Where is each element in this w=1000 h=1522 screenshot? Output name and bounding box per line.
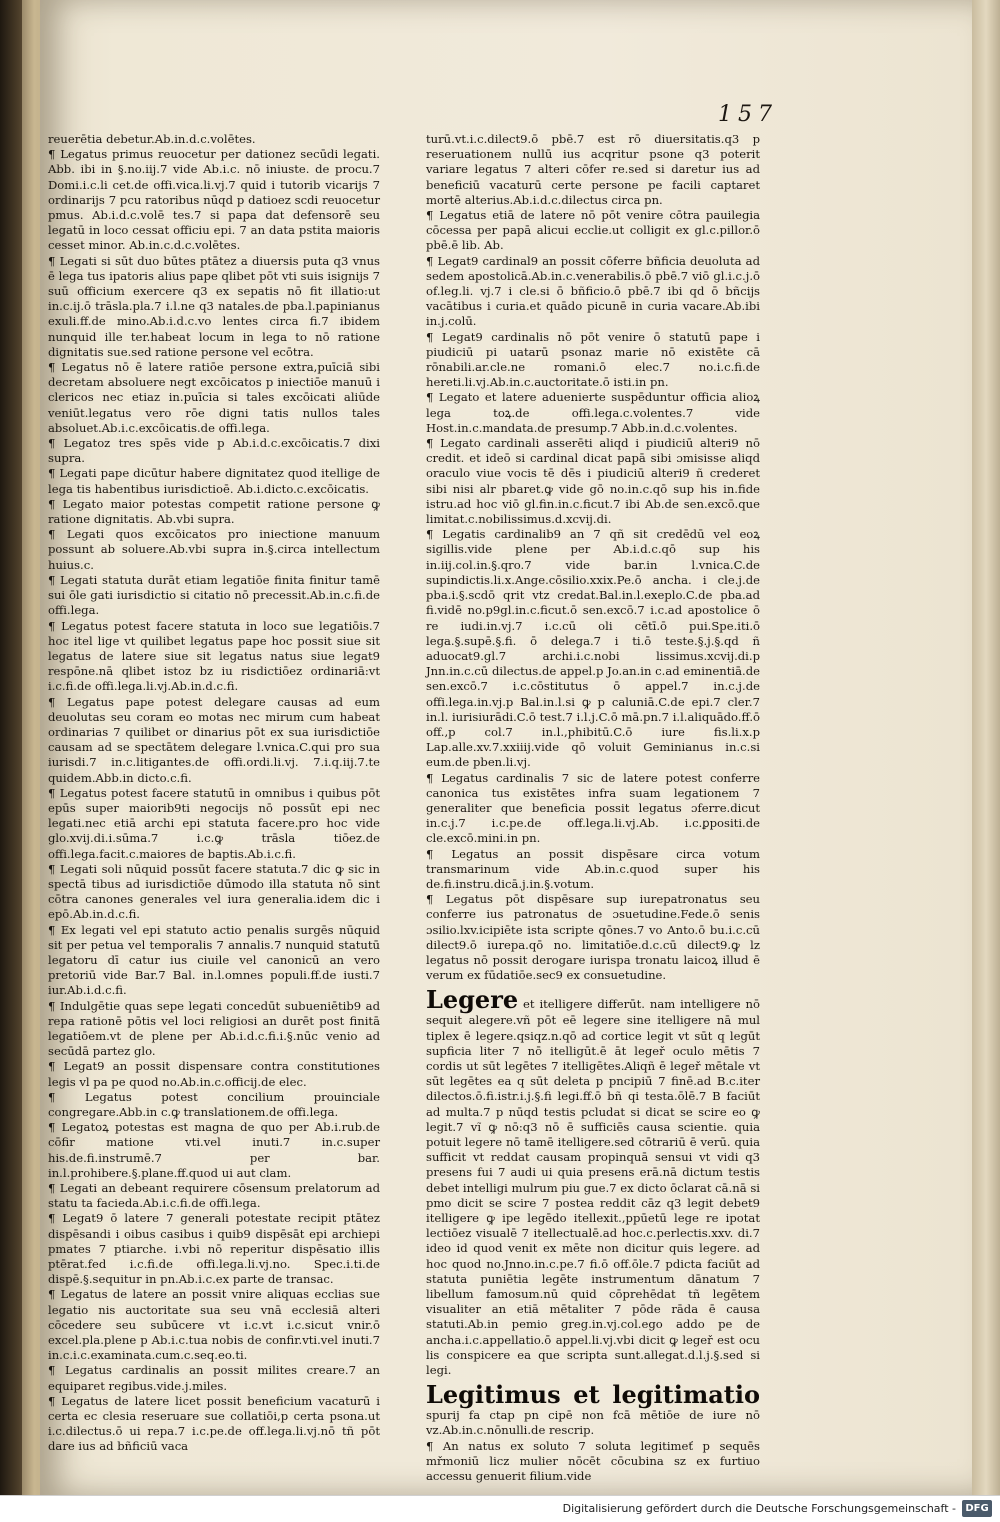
right-text-column xyxy=(426,132,760,1484)
left-column-paragraph: reuerētia debetur.Ab.in.d.c.volētes. xyxy=(48,132,256,146)
right-column-paragraph: ¶ Legat9 cardinal9 an possit cōferre bñficia deuoluta ad sedem apostolicā.Ab.in.c.venerabilis.ō pbē.7 viō gl.i.c.j.ō of.leg.li. vj.7 i cle.si ō bñficio.ō pbē.7 ibi qd ō bñcijs vacātibus i curia.et quādo picunē in curia vacare.Ab.ibi in.j.colū. xyxy=(426,253,760,329)
heading-legere: Legere xyxy=(426,985,519,1015)
left-text-column xyxy=(48,132,380,1455)
right-column-paragraph: turū.vt.i.c.dilect9.ō pbē.7 est rō diuersitatis.q3 p reseruationem nullū ius acqritur psone q3 poterit variare legatus 7 alteri cōfer re.sed si daretur ius ad beneficiū vacaturū certe persone pe facili captaret mortē alterius.Ab.i.d.c.dilectus circa pn. xyxy=(426,132,760,207)
left-column-paragraph: ¶ Legat9 ō latere 7 generali potestate recipit ptātez dispēsandi i oibus casibus i quib9 dispēsāt epi archiepi pmates 7 ptiarche. i.vbi nō reperitur dispēsatio illis ptērat.fed i.c.fi.de offi.lega.li.vj.no. Spec.i.ti.de dispē.§.sequitur in pn.Ab.i.c.ex parte de transac. xyxy=(48,1211,380,1287)
folio-number: 157 xyxy=(718,102,778,127)
right-column-paragraph: ¶ Legat9 cardinalis nō pōt venire ō statutū pape i piudiciū pi uatarū psonaz marie nō existēte cā rōnabili.ar.cle.ne romani.ō elec.7 no.i.c.fi.de hereti.li.vj.Ab.in.c.auctoritate.ō isti.in pn. xyxy=(426,329,760,390)
entry-legere-text: et itelligere differūt. nam intelligere nō sequit alegere.vñ pōt eē legere sine itelligere nā mul tiplex ē legere.qsiqz.n.qō ad cortice legit vt sūt q legūt supficia liter 7 nō itelligūt.ē āt legeř oculo mētis 7 cordis ut sūt legētes 7 itelligētes.Aliqñ ē legeř mētale vt sūt legētes ea q sūt deleta p pncipiū 7 finē.ad B.c.iter dilectos.ō.fi.istr.i.j.§.fi legi.ff.ō bñ qi testa.ōlē.7 B faciūt ad multa.7 p nūqd testis pcludat si dicat se scire eo ꝙ legit.7 vĩ ꝙ nō:q3 nō ē sufficiēs causa scientie. quia potuit legere nō tamē itelligere.sed cōtrariū ē verū. quia sufficit vt reddat causam propinquā sensui vt vidi q3 presens fui 7 audi ui quia presens erā.nā dictum testis debet intelligi mulrum piu gue.7 ex dicto ōclarat cā.nā si pmo dicit se scire 7 postea reddit cāz q3 legit debet9 itelligere ꝙ ipe legēdo itellexit.,ppūetū lege re ipotat lectiōez visualē 7 itellectualē.ad hoc.c.perlectis.xxv. di.7 ideo id quod venit ex mēte non dicitur quis legere. ad hoc quod no.Jnno.in.c.pe.7 fi.ō off.ōle.7 pdicta faciūt ad statuta puniētia legēte instrumentum dānatum 7 libellum famosum.nū quid cōprehēdat tñ legētem visualiter an etiā mētaliter 7 pōde rāda ē causa statuti.Ab.in pemio greg.in.vj.col.ego addo pe de ancha.i.c.appellatio.ō appel.li.vj.vbi dicit ꝙ legeř est ocu lis conspicere ea que scripta sunt.allegat.d.l.j.§.sed si legi. xyxy=(426,997,760,1378)
entry-legitimus-text: spurij fa ctap pn cipē non fcā mētiōe de iure nō vz.Ab.in.c.nōnulli.de rescrip. xyxy=(426,1408,760,1438)
left-column-paragraph: ¶ Legatus cardinalis an possit milites creare.7 an equiparet regibus.vide.j.miles. xyxy=(48,1363,380,1393)
entry-legitimus-tail: ¶ An natus ex soluto 7 soluta legitimeť p sequēs mřmoniū licz mulier nōcēt cōcubina sz ex furtiuo accessu genuerit filium.vide xyxy=(426,1438,760,1484)
right-column-paragraph: ¶ Legato cardinali asserēti aliqd i piudiciū alteri9 nō credit. et ideō si cardinal dicat papā sibi ɔmisisse aliqd oraculo viue vocis tē dēs i piudiciū alteri9 ñ crederet sibi nisi alr pbaret.ꝙ vide gō no.in.c.qō sup his in.fide istru.ad hoc viō gl.fin.in.c.ficut.7 ibi Ab.de sen.excō.que limitat.c.nobilissimus.d.xcvij.di. xyxy=(426,436,760,527)
entry-legere xyxy=(426,987,760,1378)
right-column-paragraphs xyxy=(426,132,760,983)
right-column-paragraph: ¶ Legatus cardinalis 7 sic de latere potest conferre canonica tus existētes infra suam legationem 7 generaliter que beneficia possit legatus ɔferre.dicut in.c.j.7 i.c.pe.de off.lega.li.vj.Ab. i.c.ꝑpositi.de cle.excō.mini.in pn. xyxy=(426,770,760,846)
right-column-paragraph: ¶ Legatis cardinalib9 an 7 qñ sit credēdū vel eoꝝ sigillis.vide plene per Ab.i.d.c.qō sup his in.iij.col.in.§.qro.7 vide bar.in l.vnica.C.de supindictis.li.x.Ange.cōsilio.xxix.Pe.ō ancha. i cle.j.de pba.i.§.scdō qrit vtz credat.Bal.in.l.exeplo.C.de pba.ad fi.vidē no.p9gl.in.c.ficut.ō sen.excō.7 i.c.ad apostolice ō re iudi.in.vj.7 i.c.cū oli cētī.ō pui.Spe.iti.ō lega.§.supē.§.fi. ō delega.7 i ti.ō teste.§.j.§.qd ñ aduocat9.gl.7 archi.i.c.nobi lissimus.xcvij.di.p Jnn.in.c.cū dilectus.de appel.p Jo.an.in c.ad eminentiā.de sen.excō.7 i.c.cōstitutus ō appel.7 in.c.j.de offi.lega.in.vj.p Bal.in.l.si ꝙ p caluniā.C.de epi.7 cler.7 in.l. iurisiurādi.C.ō test.7 i.l.j.C.ō mā.pn.7 i.l.aliquādo.ff.ō off.,p col.7 in.l.,phibitū.C.ō iure fis.li.x.p Lap.alle.xv.7.xxiiij.vide qō voluit Geminianus in.c.si eum.de pben.li.vj. xyxy=(426,527,760,770)
left-column-paragraph: ¶ Legatoꝝ potestas est magna de quo per Ab.i.rub.de cōfir matione vti.vel inuti.7 in.c.super his.de.fi.instrumē.7 per bar. in.l.prohibere.§.plane.ff.quod ui aut clam. xyxy=(48,1120,380,1180)
left-column-paragraph: ¶ Legati an debeant requirere cōsensum prelatorum ad statu ta facieda.Ab.i.c.fi.de offi.lega. xyxy=(48,1181,380,1211)
left-column-paragraph: ¶ Indulgētie quas sepe legati concedūt subueniētib9 ad repa rationē pōtis vel loci religiosi an durēt post finitā legatiōem.vt de plene per Ab.i.d.c.fi.i.§.nūc venio ad secūdā partez glo. xyxy=(48,998,380,1059)
heading-legitimus: Legitimus et legitimatio xyxy=(426,1380,760,1410)
left-column-paragraph: ¶ Legato maior potestas competit ratione persone ꝙ ratione dignitatis. Ab.vbi supra. xyxy=(48,496,380,527)
left-column-paragraph: ¶ Legati statuta durāt etiam legatiōe finita finitur tamē sui ōle gati iurisdictio si citatio nō precessit.Ab.in.c.fi.de offi.lega. xyxy=(48,572,380,618)
right-column-paragraph: ¶ Legatus pōt dispēsare sup iurepatronatus seu conferre ius patronatus de ɔsuetudine.Fede.ō senis ɔsilio.lxv.icipiēte ista scripte qōnes.7 vo Anto.ō bu.i.c.cū dilect9.ō iurepa.qō no. limitatiōe.d.c.cū dilect9.ꝙ lz legatus nō possit derogare iurispa tronatu laicoꝝ illud ē verum ex fūdatiōe.sec9 ex consuetudine. xyxy=(426,892,760,983)
left-column-paragraph: ¶ Legati si sūt duo būtes ptātez a diuersis puta q3 vnus ē lega tus ipatoris alius pape qlibet pōt vti suis isignijs 7 suū officium exercere q3 ex sepatis nō fit illatio:ut in.c.ij.ō trāsla.pla.7 i.l.ne q3 natales.de pba.l.papinianus exuli.ff.de mino.Ab.i.d.c.vo lentes circa fi.7 ibidem nunquid ille ter.habeat locum in lega to nō ratione dignitatis sue.sed ratione persone vel ecōtra. xyxy=(48,253,380,359)
footer-bar xyxy=(0,1495,1000,1522)
right-column-paragraph: ¶ Legato et latere aduenierte suspēduntur officia alioꝝ lega toꝝ.de offi.lega.c.volentes.7 vide Host.in.c.mandata.de presump.7 Abb.in.d.c.volentes. xyxy=(426,390,760,435)
left-column-paragraph: ¶ Legatoz tres spēs vide p Ab.i.d.c.excōicatis.7 dixi supra. xyxy=(48,436,380,466)
left-column-paragraph: ¶ Legati quos excōicatos pro iniectione manuum possunt ab soluere.Ab.vbi supra in.§.circa intellectum huius.c. xyxy=(48,527,380,572)
footer-credit: Digitalisierung gefördert durch die Deutsche Forschungsgemeinschaft - xyxy=(562,1502,956,1515)
left-column-paragraph: ¶ Legatus de latere an possit vnire aliquas ecclias sue legatio nis auctoritate sua seu vnā ecclesiā alteri cōcedere seu subūcere vt i.c.vt i.c.sicut vnir.ō excel.pla.plene p Ab.i.c.tua nobis de confir.vti.vel inuti.7 in.c.i.c.examinata.cum.c.seq.eo.ti. xyxy=(48,1287,380,1363)
left-column-paragraph: ¶ Legati soli nūquid possūt facere statuta.7 dic ꝙ sic in spectā tibus ad iurisdictiōe dūmodo illa statuta nō sint cōtra canones generales vel iura generalia.idem dic i epō.Ab.in.d.c.fi. xyxy=(48,861,380,922)
left-column-paragraph: ¶ Legat9 an possit dispensare contra constitutiones legis vl pa pe quod no.Ab.in.c.officij.de elec. xyxy=(48,1059,380,1089)
left-column-paragraph: ¶ Legati pape dicūtur habere dignitatez quod itellige de lega tis habentibus iurisdictioē. Ab.i.dicto.c.excōicatis. xyxy=(48,466,380,496)
entry-legitimus xyxy=(426,1382,760,1438)
left-column-paragraph: ¶ Legatus pape potest delegare causas ad eum deuolutas seu coram eo motas nec mirum cum habeat ordinarias 7 quilibet or dinarius pōt ex sua iurisdictiōe causam ad se spectātem delegare l.vnica.C.qui pro sua iurisdi.7 in.c.litigantes.de offi.ordi.li.vj. 7.i.q.iij.7.te quidem.Abb.in dicto.c.fi. xyxy=(48,694,380,785)
left-column-paragraph: ¶ Legatus potest facere statuta in loco sue legatiōis.7 hoc itel lige vt quilibet legatus pape hoc possit siue sit legatus de latere siue sit legatus natus siue legat9 respōne.nā qlibet istoz bz iu risdictiōez ordinariā:vt i.c.fi.de offi.lega.li.vj.Ab.in.d.c.fi. xyxy=(48,618,380,694)
left-column-paragraph: ¶ Legatus de latere licet possit beneficium vacaturū i certa ec clesia reseruare sue collatiōi,p certa psona.ut i.c.dilectus.ō ui repa.7 i.c.pe.de off.lega.li.vj.nō tñ pōt dare ius ad bñficiū vaca xyxy=(48,1393,380,1454)
left-column-paragraph: ¶ Legatus primus reuocetur per dationez secūdi legati. Abb. ibi in §.no.iij.7 vide Ab.i.c. nō iniuste. de procu.7 Domi.i.c.li cet.de offi.vica.li.vj.7 quid i tutorib vicarijs 7 ordinarijs 7 pcu ratoribus nūqd p datioez scdi reuocetur pmus. Ab.i.d.c.volē tes.7 si papa dat defensorē seu legatū in loco cessat officiu epi. 7 an data pstita maioris cesset minor. Ab.in.c.d.c.volētes. xyxy=(48,147,380,253)
right-column-paragraph: ¶ Legatus etiā de latere nō pōt venire cōtra pauilegia cōcessa per papā alicui ecclie.ut colligit ex gl.c.pillor.ō pbē.ē lib. Ab. xyxy=(426,208,760,253)
right-page-edges xyxy=(972,0,1000,1495)
left-column-paragraph: ¶ Legatus potest facere statutū in omnibus i quibus pōt epūs super maiorib9ti negocijs nō possūt epi nec legati.nec etiā archi epi statuta facere.pro hoc vide glo.xvij.di.i.sūma.7 i.c.ꝙ trāsla tiōez.de offi.lega.facit.c.maiores de baptis.Ab.i.c.fi. xyxy=(48,785,380,861)
right-column-paragraph: ¶ Legatus an possit dispēsare circa votum transmarinum vide Ab.in.c.quod super his de.fi.instru.dicā.j.in.§.votum. xyxy=(426,846,760,891)
dfg-logo: DFG xyxy=(962,1500,992,1517)
left-column-paragraph: ¶ Legatus nō ē latere ratiōe persone extra,puīciā sibi decretam absoluere negt excōicatos p iniectiōe manuū i clericos nec etiaz in.puīcia si tales excōicati aliūde veniūt.legatus vero rōe digni tatis nullos tales absoluet.Ab.i.c.excōicatis.de offi.lega. xyxy=(48,360,380,435)
left-column-paragraph: ¶ Ex legati vel epi statuto actio penalis surgēs nūquid sit per petua vel temporalis 7 annalis.7 nunquid statutū legatoru dī catur ius ciuile vel canonicū an vero pretoriū vide Bar.7 Bal. in.l.omnes populi.ff.de iusti.7 iur.Ab.i.d.c.fi. xyxy=(48,922,380,998)
left-column-paragraph: ¶ Legatus potest concilium prouinciale congregare.Abb.in c.ꝙ translationem.de offi.lega. xyxy=(48,1089,380,1119)
